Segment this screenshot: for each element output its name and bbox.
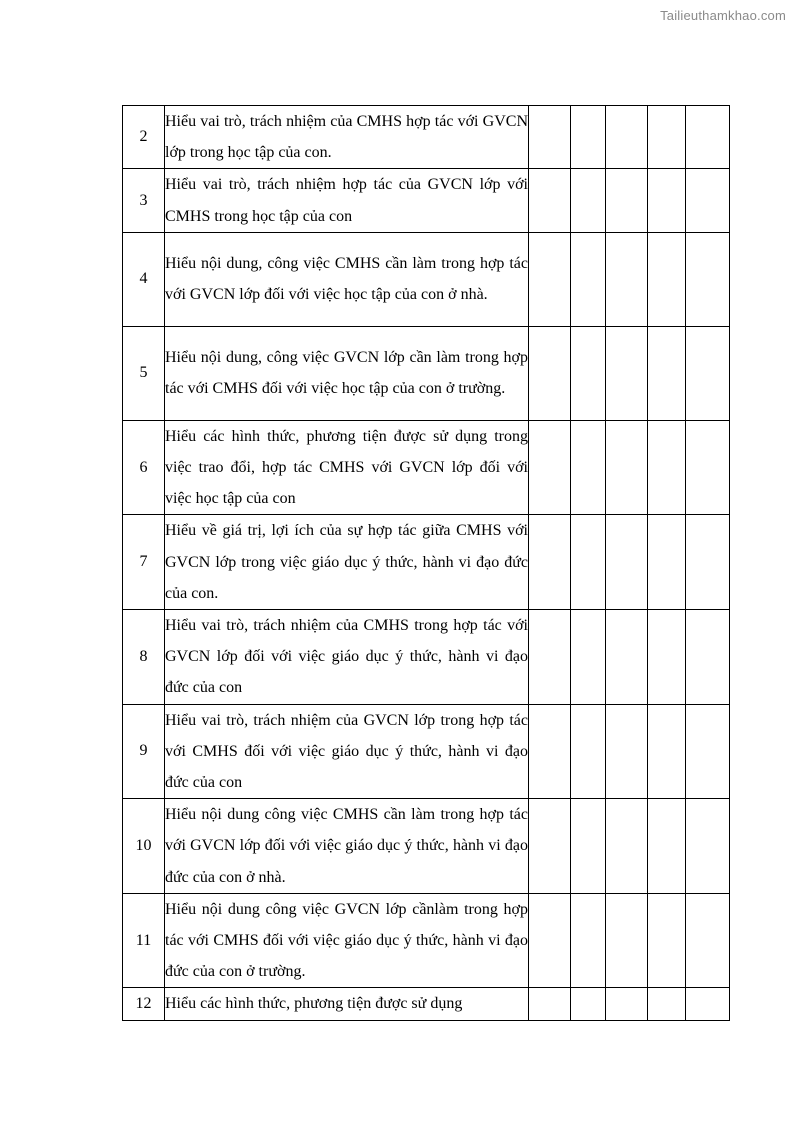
table-row xyxy=(123,610,730,705)
row-statement: Hiểu các hình thức, phương tiện được sử dụng xyxy=(165,988,529,1020)
rating-cell[interactable] xyxy=(529,610,571,705)
rating-cell[interactable] xyxy=(648,420,686,515)
rating-cell[interactable] xyxy=(648,169,686,232)
row-number: 6 xyxy=(123,420,165,515)
rating-cell[interactable] xyxy=(648,326,686,420)
row-number: 10 xyxy=(123,799,165,894)
rating-cell[interactable] xyxy=(686,988,730,1020)
rating-cell[interactable] xyxy=(606,704,648,799)
row-number: 11 xyxy=(123,893,165,988)
rating-cell[interactable] xyxy=(529,232,571,326)
rating-cell[interactable] xyxy=(606,326,648,420)
table-row xyxy=(123,988,730,1020)
table-row xyxy=(123,515,730,610)
row-statement: Hiểu nội dung công việc GVCN lớp cầnlàm trong hợp tác với CMHS đối với việc giáo dục ý thức, hành vi đạo đức của con ở trường. xyxy=(165,893,529,988)
row-statement: Hiểu vai trò, trách nhiệm hợp tác của GVCN lớp với CMHS trong học tập của con xyxy=(165,169,529,232)
table-row xyxy=(123,420,730,515)
rating-cell[interactable] xyxy=(648,988,686,1020)
rating-cell[interactable] xyxy=(686,893,730,988)
row-number: 8 xyxy=(123,610,165,705)
rating-cell[interactable] xyxy=(529,326,571,420)
row-number: 9 xyxy=(123,704,165,799)
rating-cell[interactable] xyxy=(606,169,648,232)
row-number: 4 xyxy=(123,232,165,326)
table-row xyxy=(123,232,730,326)
rating-cell[interactable] xyxy=(686,169,730,232)
table-row xyxy=(123,106,730,169)
row-number: 12 xyxy=(123,988,165,1020)
rating-cell[interactable] xyxy=(529,704,571,799)
rating-cell[interactable] xyxy=(606,515,648,610)
table-row xyxy=(123,799,730,894)
rating-cell[interactable] xyxy=(686,326,730,420)
survey-table xyxy=(122,105,730,1021)
rating-cell[interactable] xyxy=(686,232,730,326)
rating-cell[interactable] xyxy=(648,704,686,799)
rating-cell[interactable] xyxy=(686,420,730,515)
watermark-text: Tailieuthamkhao.com xyxy=(660,8,786,23)
rating-cell[interactable] xyxy=(529,106,571,169)
rating-cell[interactable] xyxy=(571,893,606,988)
rating-cell[interactable] xyxy=(606,799,648,894)
rating-cell[interactable] xyxy=(571,326,606,420)
rating-cell[interactable] xyxy=(606,232,648,326)
table-row xyxy=(123,893,730,988)
rating-cell[interactable] xyxy=(648,515,686,610)
rating-cell[interactable] xyxy=(529,799,571,894)
row-statement: Hiểu vai trò, trách nhiệm của GVCN lớp trong hợp tác với CMHS đối với việc giáo dục ý thức, hành vi đạo đức của con xyxy=(165,704,529,799)
rating-cell[interactable] xyxy=(648,893,686,988)
rating-cell[interactable] xyxy=(529,988,571,1020)
rating-cell[interactable] xyxy=(686,799,730,894)
rating-cell[interactable] xyxy=(571,799,606,894)
rating-cell[interactable] xyxy=(648,799,686,894)
rating-cell[interactable] xyxy=(529,169,571,232)
rating-cell[interactable] xyxy=(571,610,606,705)
rating-cell[interactable] xyxy=(571,420,606,515)
row-statement: Hiểu về giá trị, lợi ích của sự hợp tác giữa CMHS với GVCN lớp trong việc giáo dục ý thức, hành vi đạo đức của con. xyxy=(165,515,529,610)
rating-cell[interactable] xyxy=(571,704,606,799)
rating-cell[interactable] xyxy=(686,610,730,705)
rating-cell[interactable] xyxy=(606,893,648,988)
table-row xyxy=(123,326,730,420)
table-row xyxy=(123,704,730,799)
row-statement: Hiểu nội dung, công việc CMHS cần làm trong hợp tác với GVCN lớp đối với việc học tập của con ở nhà. xyxy=(165,232,529,326)
row-number: 3 xyxy=(123,169,165,232)
row-number: 5 xyxy=(123,326,165,420)
rating-cell[interactable] xyxy=(606,610,648,705)
row-statement: Hiểu vai trò, trách nhiệm của CMHS trong hợp tác với GVCN lớp đối với việc giáo dục ý thức, hành vi đạo đức của con xyxy=(165,610,529,705)
rating-cell[interactable] xyxy=(571,169,606,232)
rating-cell[interactable] xyxy=(571,515,606,610)
rating-cell[interactable] xyxy=(606,988,648,1020)
rating-cell[interactable] xyxy=(648,232,686,326)
rating-cell[interactable] xyxy=(606,106,648,169)
rating-cell[interactable] xyxy=(529,893,571,988)
rating-cell[interactable] xyxy=(529,420,571,515)
rating-cell[interactable] xyxy=(571,988,606,1020)
table-row xyxy=(123,169,730,232)
rating-cell[interactable] xyxy=(648,610,686,705)
row-number: 2 xyxy=(123,106,165,169)
rating-cell[interactable] xyxy=(571,106,606,169)
rating-cell[interactable] xyxy=(648,106,686,169)
row-number: 7 xyxy=(123,515,165,610)
rating-cell[interactable] xyxy=(529,515,571,610)
rating-cell[interactable] xyxy=(686,704,730,799)
row-statement: Hiểu các hình thức, phương tiện được sử dụng trong việc trao đổi, hợp tác CMHS với GVCN lớp đối với việc học tập của con xyxy=(165,420,529,515)
rating-cell[interactable] xyxy=(686,106,730,169)
row-statement: Hiểu nội dung công việc CMHS cần làm trong hợp tác với GVCN lớp đối với việc giáo dục ý thức, hành vi đạo đức của con ở nhà. xyxy=(165,799,529,894)
rating-cell[interactable] xyxy=(686,515,730,610)
rating-cell[interactable] xyxy=(606,420,648,515)
rating-cell[interactable] xyxy=(571,232,606,326)
row-statement: Hiểu vai trò, trách nhiệm của CMHS hợp tác với GVCN lớp trong học tập của con. xyxy=(165,106,529,169)
row-statement: Hiểu nội dung, công việc GVCN lớp cần làm trong hợp tác với CMHS đối với việc học tập của con ở trường. xyxy=(165,326,529,420)
